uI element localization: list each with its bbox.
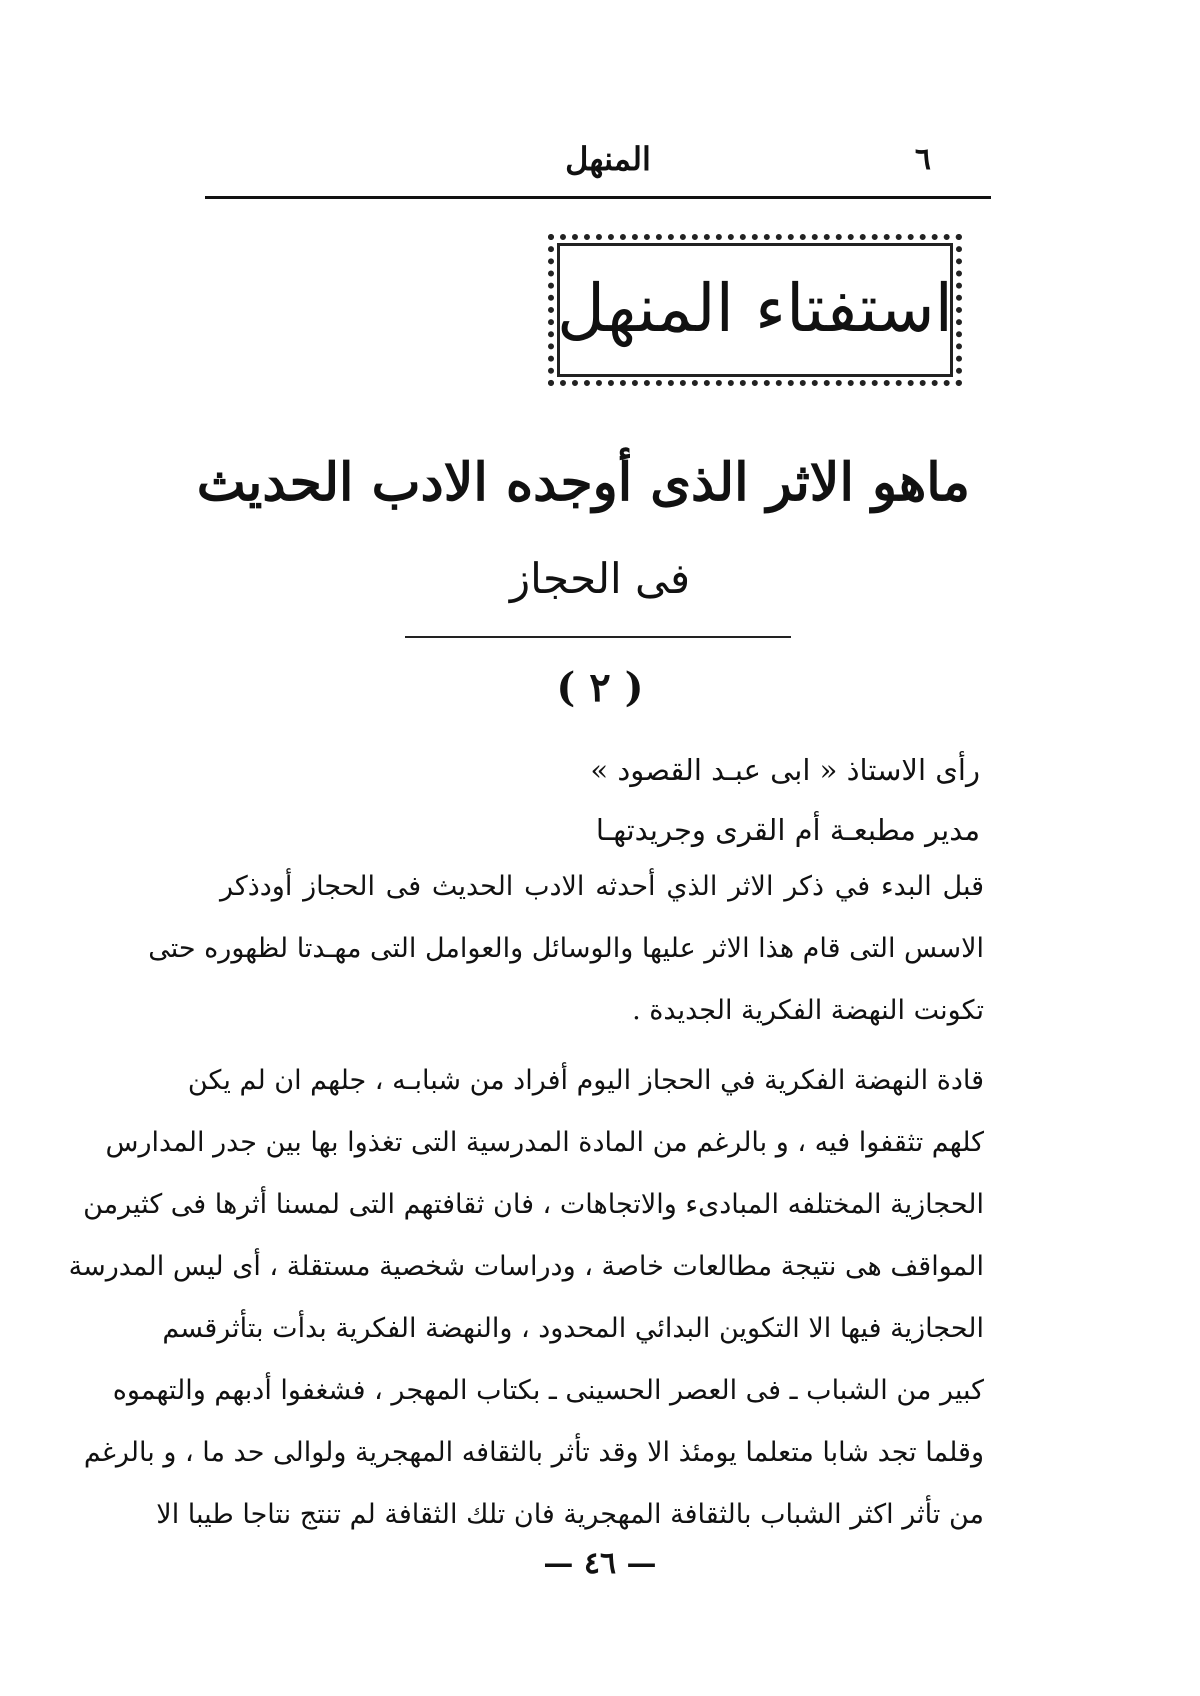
text-line: من تأثر اكثر الشباب بالثقافة المهجرية فان تلك الثقافة لم تنتج نتاجا طيبا الا: [156, 1499, 984, 1530]
running-head: [205, 140, 991, 190]
text-line: كلهم تثقفوا فيه ، و بالرغم من المادة المدرسية التى تغذوا بها بين جدر المدارس: [105, 1127, 984, 1158]
title-divider: [405, 636, 791, 638]
author-line-2: مدير مطبعـة أم القرى وجريدتهـا: [595, 813, 980, 847]
text-line: الحجازية فيها الا التكوين البدائي المحدود ، والنهضة الفكرية بدأت بتأثرقسم: [162, 1313, 984, 1344]
author-line-1: رأى الاستاذ « ابى عبـد القصود »: [590, 753, 980, 787]
folio-number: — ٤٦ —: [543, 1546, 657, 1581]
text-line: الاسس التى قام هذا الاثر عليها والوسائل والعوامل التى مهـدتا لظهوره حتى: [148, 933, 984, 964]
header-rule: [205, 196, 991, 199]
part-number: ( ٢ ): [556, 664, 644, 711]
article-subheadline: فى الحجاز: [509, 554, 691, 603]
section-title-frame: [548, 234, 962, 386]
article-headline: ماهو الاثر الذى أوجده الادب الحديث: [196, 452, 970, 513]
text-line: المواقف هى نتيجة مطالعات خاصة ، ودراسات شخصية مستقلة ، أى ليس المدرسة: [68, 1251, 984, 1282]
text-line: قبل البدء في ذكر الاثر الذي أحدثه الادب الحديث فى الحجاز أودذكر: [220, 871, 984, 902]
text-line: تكونت النهضة الفكرية الجديدة .: [632, 995, 984, 1026]
text-line: قادة النهضة الفكرية في الحجاز اليوم أفراد من شبابـه ، جلهم ان لم يكن: [187, 1065, 984, 1096]
journal-title: المنهل: [565, 140, 651, 178]
section-title: استفتاء المنهل: [557, 270, 953, 347]
author-block: [560, 740, 980, 860]
paragraph-2: [68, 1050, 984, 1546]
paragraph-1: [148, 856, 984, 1042]
article-body: [68, 856, 984, 1546]
text-line: وقلما تجد شابا متعلما يومئذ الا وقد تأثر بالثقافه المهجرية ولوالى حد ما ، و بالرغم: [83, 1437, 984, 1468]
text-line: الحجازية المختلفه المبادىء والاتجاهات ، فان ثقافتهم التى لمسنا أثرها فى كثيرمن: [83, 1189, 984, 1220]
text-line: كبير من الشباب ـ فى العصر الحسينى ـ بكتاب المهجر ، فشغفوا أدبهم والتهموه: [112, 1375, 984, 1406]
page-number: ٦: [914, 142, 931, 177]
